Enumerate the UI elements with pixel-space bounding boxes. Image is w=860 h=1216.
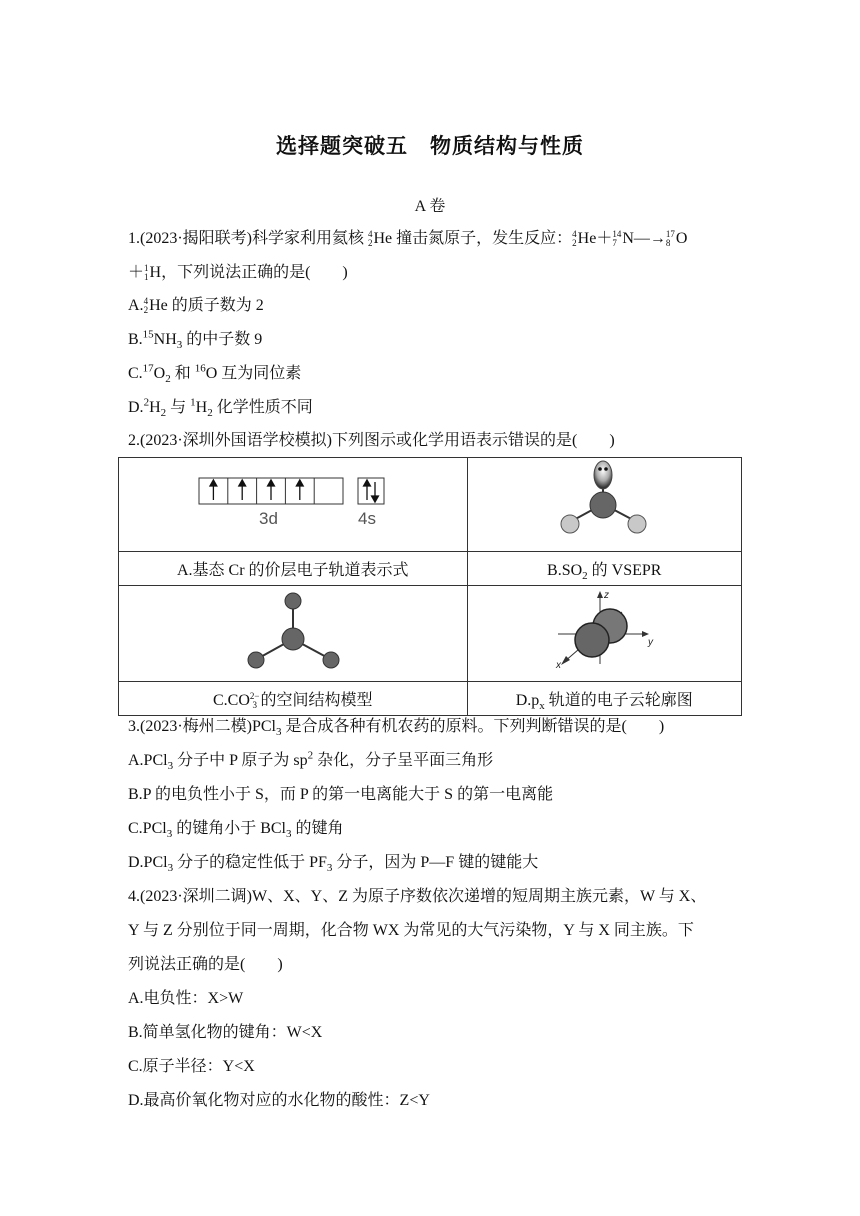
q1-stem-line2: ＋ 1 1 H，下列说法正确的是( ) [128,263,348,283]
q2-cell-d-image [467,586,742,682]
q4-stem-line2: Y 与 Z 分别位于同一周期，化合物 WX 为常见的大气污染物，Y 与 X 同主族。下 [128,922,694,939]
q3-option-c: C.PCl$_3$ 的键角小于 BCl$_3$ 的键角 [128,820,344,841]
svg-text:3d: 3d [258,509,278,528]
q2-caption-c: C.CO 2− 3 的空间结构模型 [119,682,468,716]
q2-caption-b: $B.SO_2$ 的 VSEPR [467,552,742,586]
q3-stem: 3.(2023·梅州二模)PCl$_3$ 是合成各种有机农药的原料。下列判断错误的是( ) [128,718,665,739]
q1-stem-line1: 1.(2023·揭阳联考)科学家利用氦核 4 2 He 撞击氮原子，发生反应： 4 2 He＋ 14 7 N―→ 17 8 O [128,229,688,249]
q4-stem-line1: 4.(2023·深圳二调)W、X、Y、Z 为原子序数依次递增的短周期主族元素，W 与 X、 [128,888,707,905]
q2-caption-d: $D.p_x$ 轨道的电子云轮廓图 [467,682,742,716]
q4-option-c: C.原子半径：Y<X [128,1058,255,1075]
q1-option-a: A. 4 2 He 的质子数为 2 [128,296,264,316]
q2-figure-table [118,457,742,716]
q4-option-b: B.简单氢化物的键角：W<X [128,1024,323,1041]
svg-text:z: z [604,590,610,601]
q3-option-b: B.P 的电负性小于 S，而 P 的第一电离能大于 S 的第一电离能 [128,786,554,803]
q2-cell-c-image [119,586,468,682]
svg-text:4s: 4s [357,509,376,528]
section-label: A 卷 [414,198,446,215]
co3-structure-model [233,586,353,676]
q3-option-a: A.PCl$_3$ 分子中 P 原子为 $sp^2$ 杂化，分子呈平面三角形 [128,749,494,773]
orbital-diagram [193,472,393,532]
q2-cell-b-image [467,458,742,552]
page-title: 选择题突破五 物质结构与性质 [276,134,584,158]
q2-cell-a-image [119,458,468,552]
so2-vsepr-model [544,458,664,546]
svg-text:y: y [648,637,654,648]
q3-option-d: D.PCl$_3$ 分子的稳定性低于 $PF_3$ 分子，因为 P—F 键的键能大 [128,854,539,875]
q4-stem-line3: 列说法正确的是( ) [128,956,283,973]
svg-text:x: x [556,660,562,671]
q4-option-d: D.最高价氧化物对应的水化物的酸性：Z<Y [128,1092,430,1109]
q1-option-c: $C.^{17}O_2$ 和 $^{16}$O 互为同位素 [128,362,302,386]
q2-caption-a: A.基态 Cr 的价层电子轨道表示式 [119,552,468,586]
q1-option-b: $B.^{15}NH_3$ 的中子数 9 [128,328,263,352]
q2-stem: 2.(2023·深圳外国语学校模拟)下列图示或化学用语表示错误的是( ) [128,432,615,449]
q1-option-d: $D.^2H_2$ 与 $^1H_2$ 化学性质不同 [128,396,313,420]
q4-option-a: A.电负性：X>W [128,990,244,1007]
px-orbital-cloud [544,586,664,676]
